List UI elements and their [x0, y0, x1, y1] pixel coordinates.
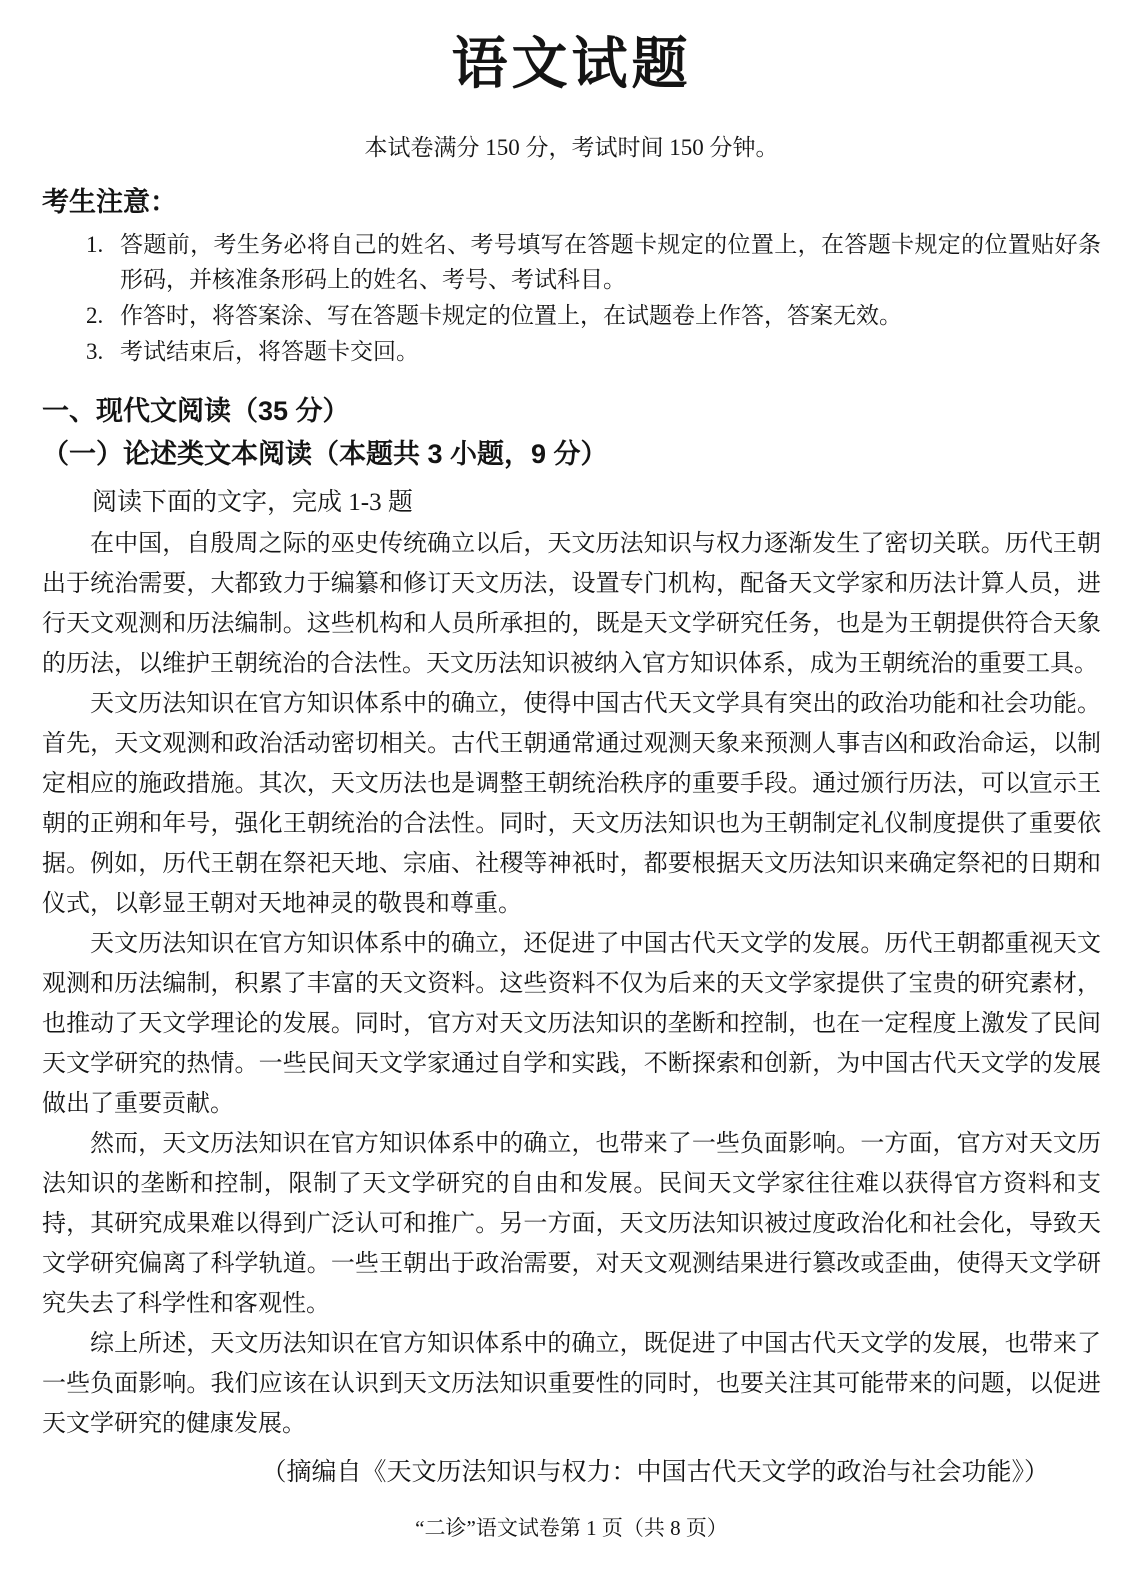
passage-paragraph: 在中国，自殷周之际的巫史传统确立以后，天文历法知识与权力逐渐发生了密切关联。历代王朝出于统治需要，大都致力于编纂和修订天文历法，设置专门机构，配备天文学家和历法计算人员，进行天文观测和历法编制。这些机构和人员所承担的，既是天文学研究任务，也是为王朝提供符合天象的历法，以维护王朝统治的合法性。天文历法知识被纳入官方知识体系，成为王朝统治的重要工具。 [42, 531, 1101, 678]
notice-item-number: 1. [86, 232, 104, 258]
reading-instruction: 阅读下面的文字，完成 1-3 题 [92, 489, 413, 517]
notice-item-number: 3. [86, 339, 104, 365]
notice-item-text: 作答时，将答案涂、写在答题卡规定的位置上，在试题卷上作答，答案无效。 [120, 303, 902, 329]
notice-item [86, 298, 1101, 333]
passage-paragraph: 然而，天文历法知识在官方知识体系中的确立，也带来了一些负面影响。一方面，官方对天文历法知识的垄断和控制，限制了天文学研究的自由和发展。民间天文学家往往难以获得官方资料和支持，其研究成果难以得到广泛认可和推广。另一方面，天文历法知识被过度政治化和社会化，导致天文学研究偏离了科学轨道。一些王朝出于政治需要，对天文观测结果进行篡改或歪曲，使得天文学研究失去了科学性和客观性。 [42, 1131, 1101, 1318]
exam-info: 本试卷满分 150 分，考试时间 150 分钟。 [364, 135, 779, 161]
notice-item-text: 考试结束后，将答题卡交回。 [120, 339, 419, 365]
passage-attribution: （摘编自《天文历法知识与权力：中国古代天文学的政治与社会功能》） [261, 1459, 1049, 1487]
passage-paragraph: 天文历法知识在官方知识体系中的确立，还促进了中国古代天文学的发展。历代王朝都重视天文观测和历法编制，积累了丰富的天文资料。这些资料不仅为后来的天文学家提供了宝贵的研究素材，也推动了天文学理论的发展。同时，官方对天文历法知识的垄断和控制，也在一定程度上激发了民间天文学研究的热情。一些民间天文学家通过自学和实践，不断探索和创新，为中国古代天文学的发展做出了重要贡献。 [42, 931, 1101, 1118]
passage-paragraph: 综上所述，天文历法知识在官方知识体系中的确立，既促进了中国古代天文学的发展，也带来了一些负面影响。我们应该在认识到天文历法知识重要性的同时，也要关注其可能带来的问题，以促进天文学研究的健康发展。 [42, 1331, 1101, 1438]
reading-passage [42, 524, 1101, 1444]
subsection-heading-argumentative-reading: （一）论述类文本阅读（本题共 3 小题，9 分） [42, 439, 608, 470]
page-footer: “二诊”语文试卷第 1 页（共 8 页） [415, 1516, 728, 1540]
section-heading-modern-reading: 一、现代文阅读（35 分） [42, 396, 350, 427]
passage-paragraph: 天文历法知识在官方知识体系中的确立，使得中国古代天文学具有突出的政治功能和社会功能。首先，天文观测和政治活动密切相关。古代王朝通常通过观测天象来预测人事吉凶和政治命运，以制定相应的施政措施。其次，天文历法也是调整王朝统治秩序的重要手段。通过颁行历法，可以宣示王朝的正朔和年号，强化王朝统治的合法性。同时，天文历法知识也为王朝制定礼仪制度提供了重要依据。例如，历代王朝在祭祀天地、宗庙、社稷等神祇时，都要根据天文历法知识来确定祭祀的日期和仪式，以彰显王朝对天地神灵的敬畏和尊重。 [42, 691, 1101, 918]
notice-heading: 考生注意： [42, 187, 177, 218]
notice-list [42, 227, 1101, 370]
notice-item-number: 2. [86, 303, 104, 329]
page-title: 语文试题 [451, 32, 692, 95]
notice-item-text: 答题前，考生务必将自己的姓名、考号填写在答题卡规定的位置上，在答题卡规定的位置贴好条形码，并核准条形码上的姓名、考号、考试科目。 [120, 232, 1101, 293]
notice-item [86, 227, 1101, 297]
notice-item [86, 334, 1101, 369]
